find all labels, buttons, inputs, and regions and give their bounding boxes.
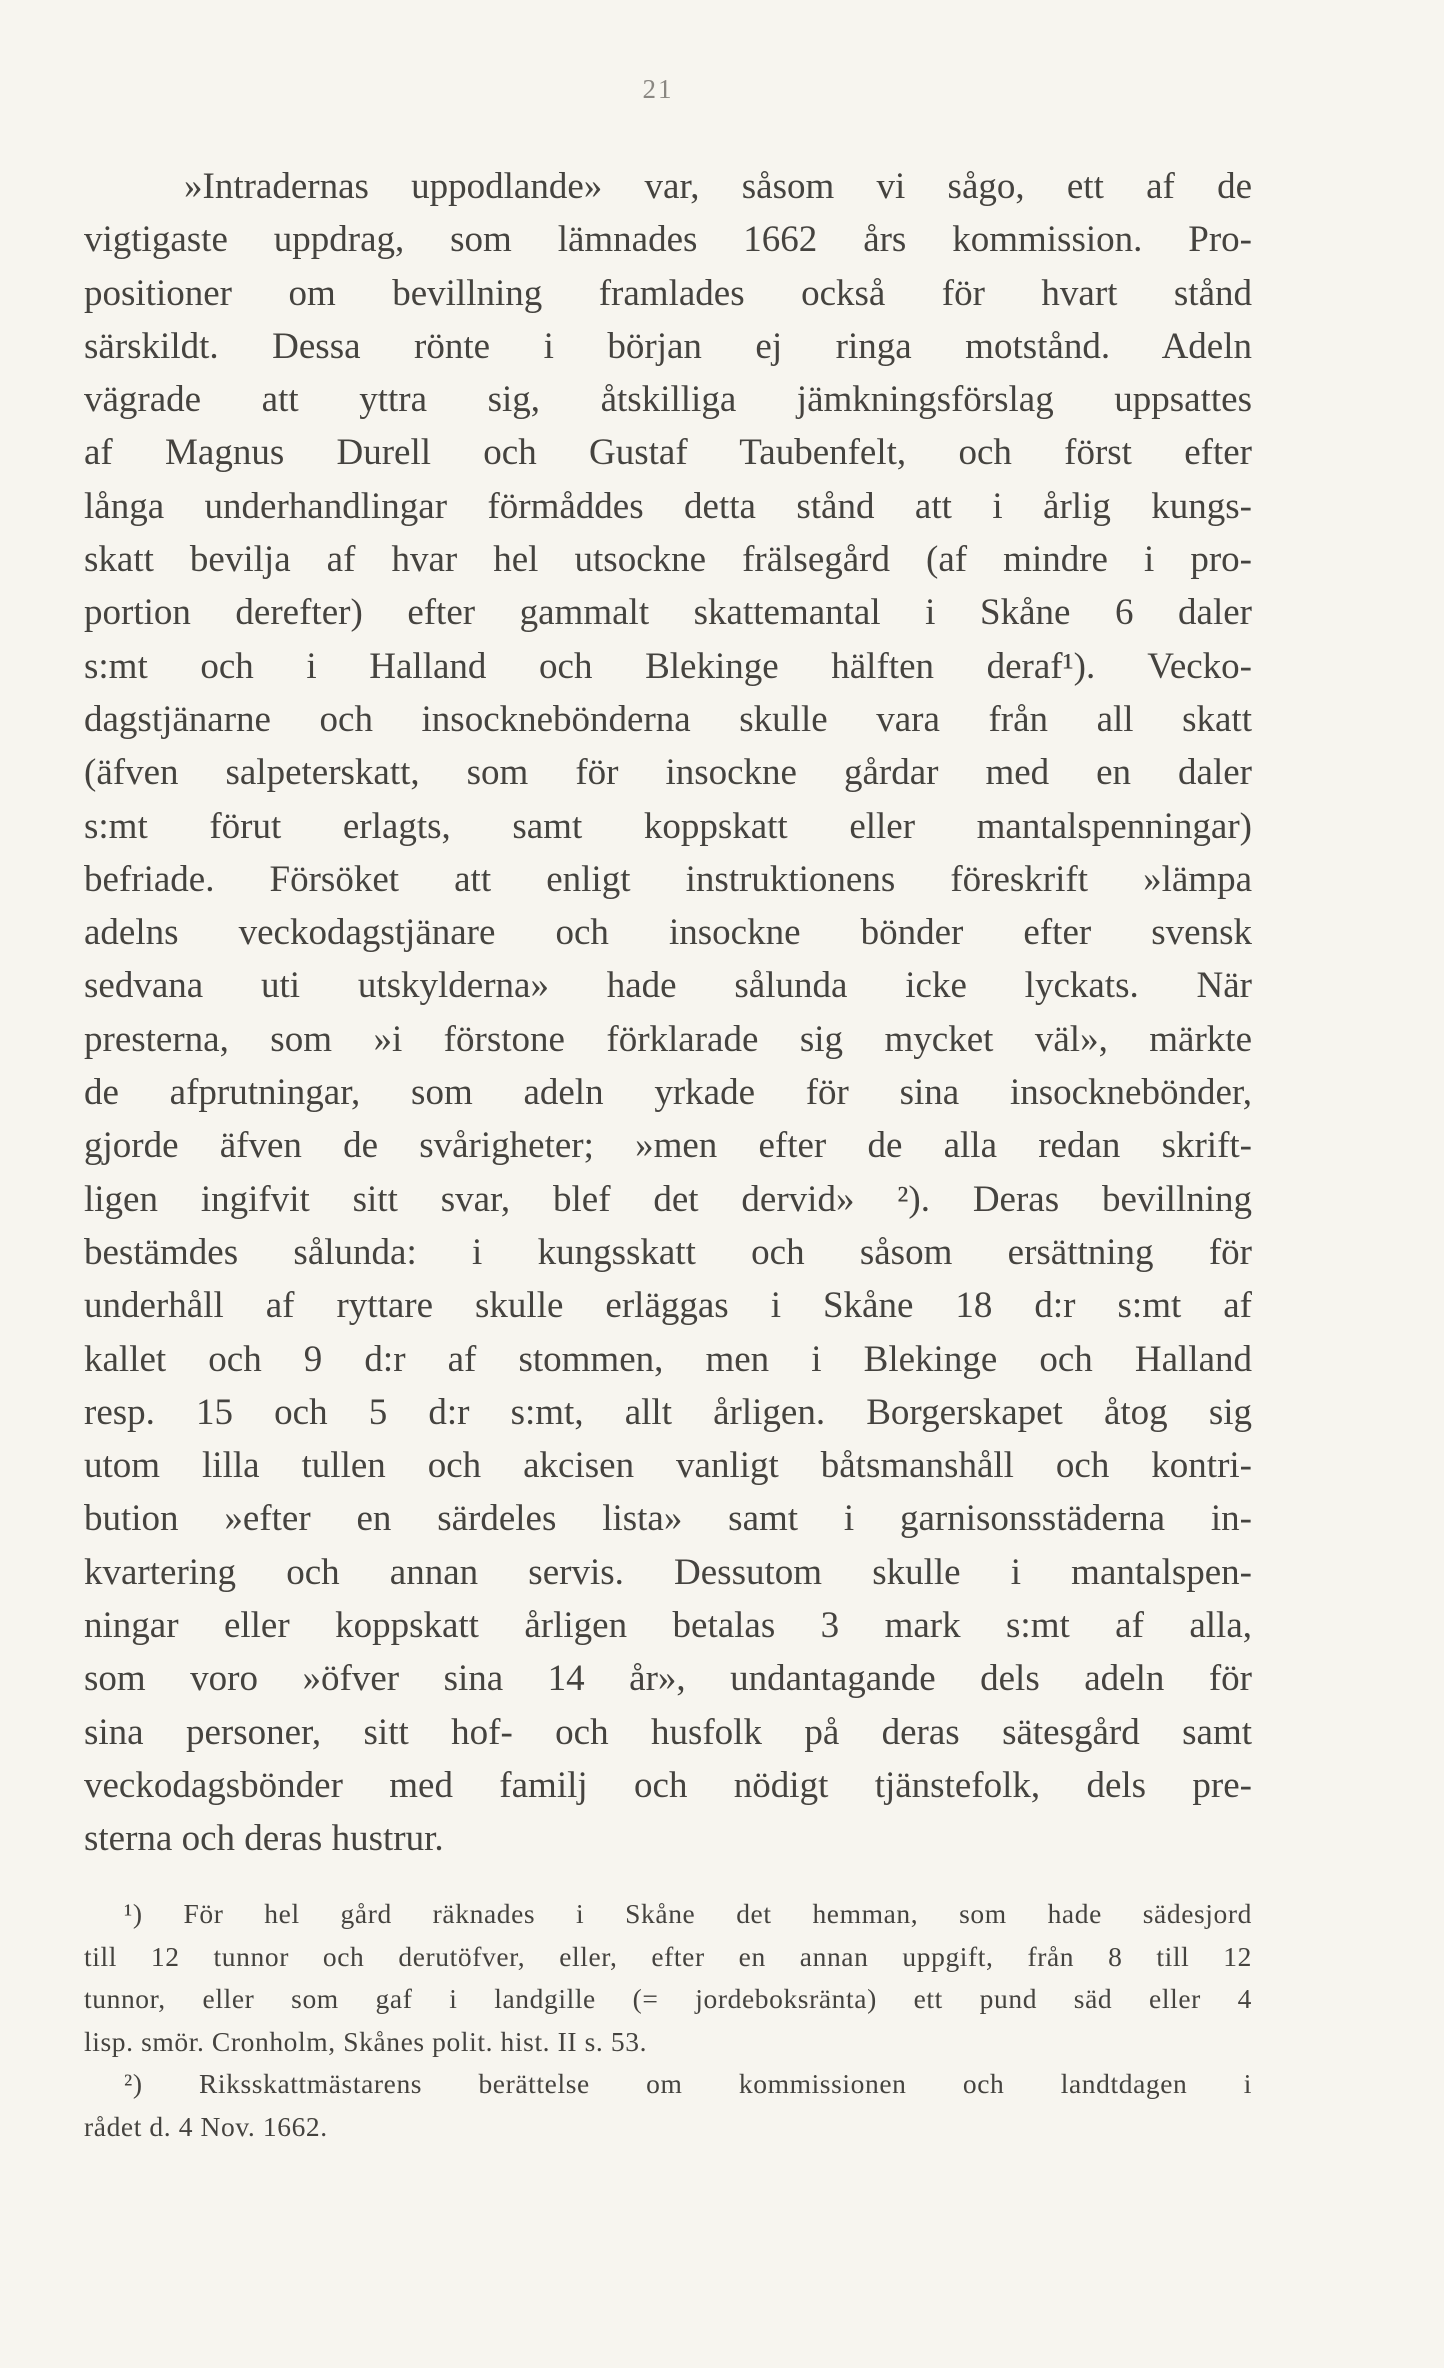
body-text [84,160,1252,1866]
text-line: bution »efter en särdeles lista» samt i garnisonsstäderna in- [84,1498,1252,1540]
text-line: portion derefter) efter gammalt skattemantal i Skåne 6 daler [84,592,1252,634]
text-line: sedvana uti utskylderna» hade sålunda icke lyckats. När [84,965,1252,1007]
text-line: särskildt. Dessa rönte i början ej ringa motstånd. Adeln [84,325,1252,367]
text-line: (äfven salpeterskatt, som för insockne gårdar med en daler [84,752,1252,794]
text-line: utom lilla tullen och akcisen vanligt båtsmanshåll och kontri- [84,1445,1252,1487]
text-line: underhåll af ryttare skulle erläggas i Skåne 18 d:r s:mt af [84,1285,1252,1327]
text-line: positioner om bevillning framlades också för hvart stånd [84,272,1252,314]
text-line: kallet och 9 d:r af stommen, men i Blekinge och Halland [84,1338,1252,1380]
text-line: s:mt förut erlagts, samt koppskatt eller mantalspenningar) [84,805,1252,847]
footnote-line: ¹) För hel gård räknades i Skåne det hemman, som hade sädesjord [124,1898,1252,1929]
text-line: resp. 15 och 5 d:r s:mt, allt årligen. Borgerskapet åtog sig [84,1391,1252,1433]
text-line: presterna, som »i förstone förklarade sig mycket väl», märkte [84,1018,1252,1060]
footnote-line: lisp. smör. Cronholm, Skånes polit. hist. II s. 53. [84,2025,648,2057]
text-line: ningar eller koppskatt årligen betalas 3 mark s:mt af alla, [84,1605,1252,1647]
text-line: veckodagsbönder med familj och nödigt tjänstefolk, dels pre- [84,1764,1252,1806]
text-line: »Intradernas uppodlande» var, såsom vi sågo, ett af de [184,166,1252,207]
text-line: sina personer, sitt hof- och husfolk på deras sätesgård samt [84,1711,1252,1753]
text-line: som voro »öfver sina 14 år», undantagande dels adeln för [84,1658,1252,1700]
text-line: kvartering och annan servis. Dessutom skulle i mantalspen- [84,1551,1252,1593]
text-line: skatt bevilja af hvar hel utsockne frälsegård (af mindre i pro- [84,539,1252,581]
text-line: de afprutningar, som adeln yrkade för sina insocknebönder, [84,1072,1252,1114]
text-line: sterna och deras hustrur. [84,1818,444,1860]
text-line: vägrade att yttra sig, åtskilliga jämkningsförslag uppsattes [84,379,1252,421]
footnote-line: tunnor, eller som gaf i landgille (= jordeboksränta) ett pund säd eller 4 [84,1983,1252,2014]
footnotes [84,1893,1252,2148]
text-line: s:mt och i Halland och Blekinge hälften deraf¹). Vecko- [84,645,1252,687]
text-line: långa underhandlingar förmåddes detta stånd att i årlig kungs- [84,485,1252,527]
footnote-line: ²) Riksskattmästarens berättelse om kommissionen och landtdagen i [124,2068,1252,2099]
text-line: af Magnus Durell och Gustaf Taubenfelt, och först efter [84,432,1252,474]
text-line: vigtigaste uppdrag, som lämnades 1662 års kommission. Pro- [84,219,1252,261]
text-line: dagstjänarne och insocknebönderna skulle vara från all skatt [84,698,1252,740]
page-number: 21 [642,74,674,104]
footnote-line: rådet d. 4 Nov. 1662. [84,2110,328,2142]
text-line: bestämdes sålunda: i kungsskatt och såsom ersättning för [84,1231,1252,1273]
text-line: adelns veckodagstjänare och insockne bönder efter svensk [84,912,1252,954]
text-line: gjorde äfven de svårigheter; »men efter de alla redan skrift- [84,1125,1252,1167]
text-line: befriade. Försöket att enligt instruktionens föreskrift »lämpa [84,858,1252,900]
text-line: ligen ingifvit sitt svar, blef det dervid» ²). Deras bevillning [84,1178,1252,1220]
footnote-line: till 12 tunnor och derutöfver, eller, efter en annan uppgift, från 8 till 12 [84,1940,1252,1972]
